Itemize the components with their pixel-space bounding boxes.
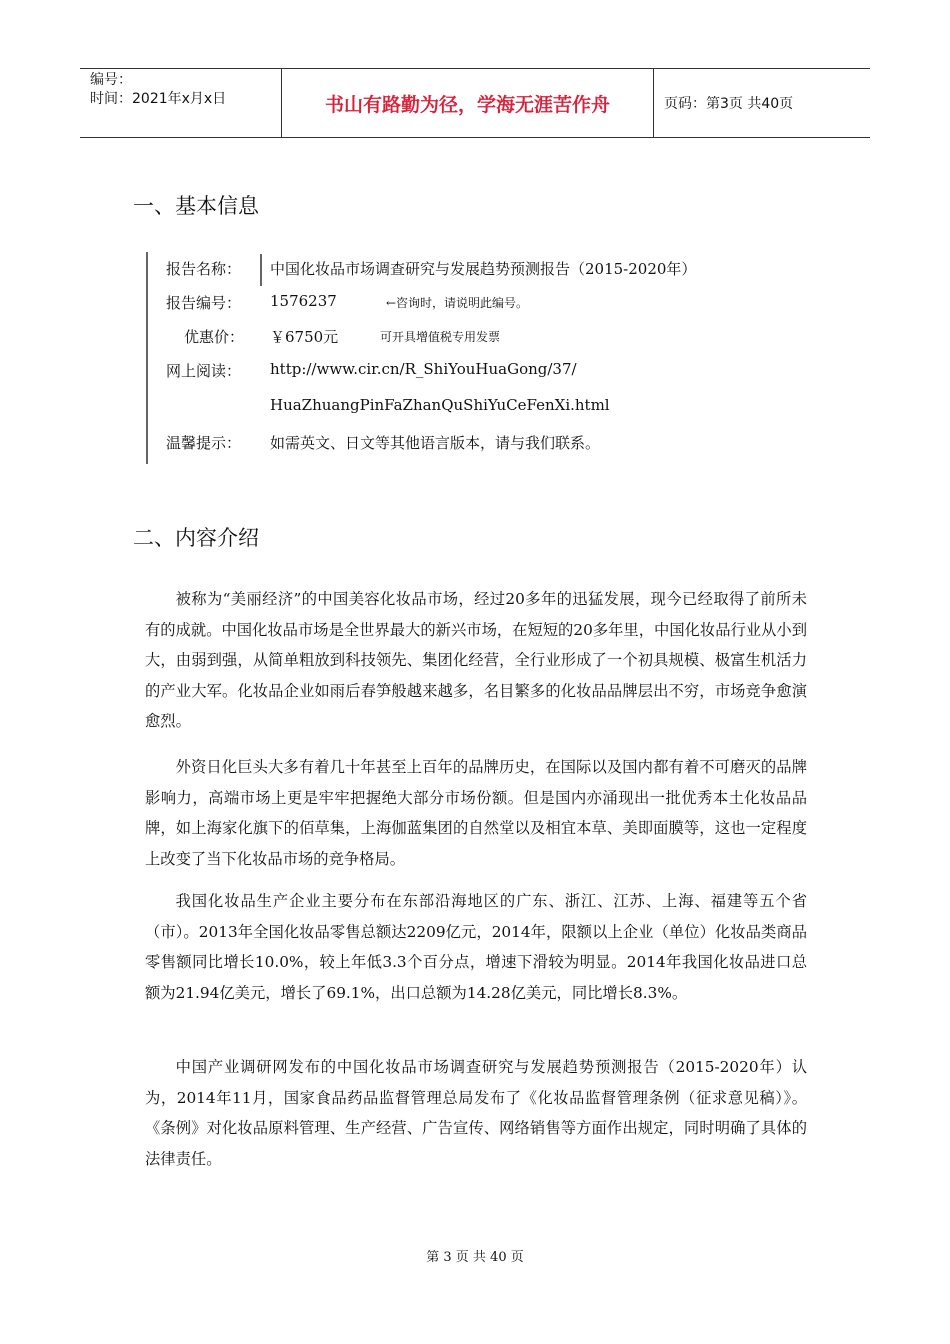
header-motto: 书山有路勤为径，学海无涯苦作舟 <box>282 69 654 137</box>
report-number-value: 1576237 <box>270 292 337 310</box>
info-label: 优惠价： <box>184 328 245 346</box>
document-date: 时间：2021年x月x日 <box>90 91 227 107</box>
section-basic-info-title: 一、基本信息 <box>133 194 259 218</box>
price-value: ￥6750元 <box>270 328 339 346</box>
info-label: 温馨提示： <box>166 434 242 452</box>
info-label: 报告名称： <box>166 260 242 278</box>
page-footer: 第 3 页 共 40 页 <box>426 1250 524 1265</box>
basic-info-block <box>146 252 788 464</box>
info-label: 报告编号： <box>166 294 242 312</box>
name-divider <box>260 254 262 286</box>
content-paragraph: 我国化妆品生产企业主要分布在东部沿海地区的广东、浙江、江苏、上海、福建等五个省（市）。2013年全国化妆品零售总额达2209亿元，2014年，限额以上企业（单位）化妆品类商品零售额同比增长10.0%，较上年低3.3个百分点，增速下滑较为明显。2014年我国化妆品进口总额为21.94亿美元，增长了69.1%，出口总额为14.28亿美元，同比增长8.3%。 <box>145 892 807 1002</box>
online-url-line2[interactable]: HuaZhuangPinFaZhanQuShiYuCeFenXi.html <box>270 396 610 414</box>
invoice-note: 可开具增值税专用发票 <box>380 330 501 344</box>
page-header <box>80 68 870 138</box>
content-paragraph: 中国产业调研网发布的中国化妆品市场调查研究与发展趋势预测报告（2015-2020年）认为，2014年11月，国家食品药品监督管理总局发布了《化妆品监督管理条例（征求意见稿）》。《条例》对化妆品原料管理、生产经营、广告宣传、网络销售等方面作出规定，同时明确了具体的法律责任。 <box>145 1058 807 1168</box>
online-url-line1[interactable]: http://www.cir.cn/R_ShiYouHuaGong/37/ <box>270 360 577 378</box>
header-page-info: 页码：第3页 共40页 <box>664 96 794 112</box>
document-number: 编号： <box>90 72 132 88</box>
info-label: 网上阅读： <box>166 362 242 380</box>
section-content-intro-title: 二、内容介绍 <box>133 526 259 550</box>
content-paragraph: 外资日化巨头大多有着几十年甚至上百年的品牌历史，在国际以及国内都有着不可磨灭的品牌影响力，高端市场上更是牢牢把握绝大部分市场份额。但是国内亦涌现出一批优秀本土化妆品品牌，如上海家化旗下的佰草集，上海伽蓝集团的自然堂以及相宜本草、美即面膜等，这也一定程度上改变了当下化妆品市场的竞争格局。 <box>145 758 807 868</box>
content-paragraph: 被称为“美丽经济”的中国美容化妆品市场，经过20多年的迅猛发展，现今已经取得了前所未有的成就。中国化妆品市场是全世界最大的新兴市场，在短短的20多年里，中国化妆品行业从小到大，由弱到强，从简单粗放到科技领先、集团化经营，全行业形成了一个初具规模、极富生机活力的产业大军。化妆品企业如雨后春笋般越来越多，名目繁多的化妆品品牌层出不穷，市场竞争愈演愈烈。 <box>145 590 807 730</box>
report-name-value: 中国化妆品市场调查研究与发展趋势预测报告（2015-2020年） <box>270 260 697 278</box>
tip-value: 如需英文、日文等其他语言版本，请与我们联系。 <box>270 434 601 452</box>
header-meta <box>80 69 282 137</box>
report-number-note: ←咨询时，请说明此编号。 <box>386 296 529 310</box>
